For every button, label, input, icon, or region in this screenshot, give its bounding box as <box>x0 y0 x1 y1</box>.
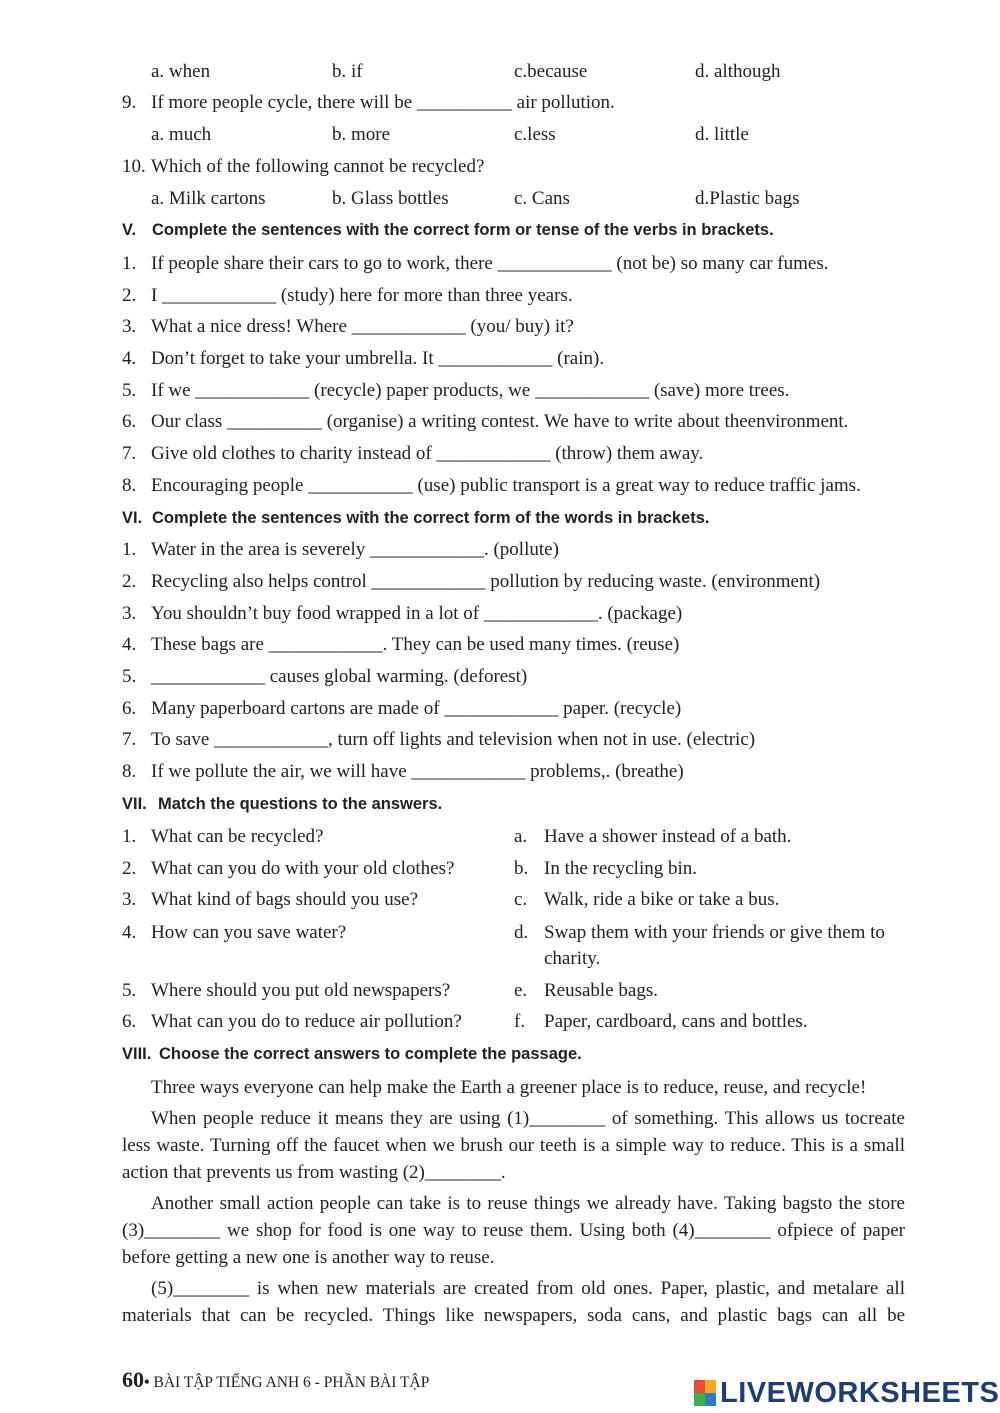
section-title: Complete the sentences with the correct form or tense of the verbs in brackets. <box>152 221 774 239</box>
answer-letter: c. <box>514 889 528 910</box>
option-b: b. more <box>332 124 391 145</box>
answer-text: Paper, cardboard, cans and bottles. <box>544 1011 808 1032</box>
item-text: Give old clothes to charity instead of ____________ (throw) them away. <box>151 443 704 464</box>
item-text: If we ____________ (recycle) paper products, we ____________ (save) more trees. <box>151 380 790 401</box>
passage-paragraph: Another small action people can take is to reuse things we already have. Taking bagsto the store (3)________ we shop for food is one way to reuse them. Using both (4)________ ofpiece of paper before getting a new one is another way to reuse. <box>122 1193 905 1268</box>
answer-letter: a. <box>514 826 528 847</box>
item-number: 6. <box>122 698 137 719</box>
option-a: a. Milk cartons <box>151 188 266 209</box>
option-d: d. although <box>695 61 781 82</box>
answer-letter: b. <box>514 858 529 879</box>
question-number: 9. <box>122 92 137 113</box>
book-title: BÀI TẬP TIẾNG ANH 6 - PHẦN BÀI TẬP <box>149 1374 430 1391</box>
question-text: What kind of bags should you use? <box>151 889 419 910</box>
question-text: What can you do to reduce air pollution? <box>151 1011 462 1032</box>
answer-text: Reusable bags. <box>544 980 658 1001</box>
section-number: V. <box>122 221 137 239</box>
item-number: 7. <box>122 443 137 464</box>
answer-text: In the recycling bin. <box>544 858 698 879</box>
section-number: VIII. <box>122 1045 152 1063</box>
logo-text: LIVEWORKSHEETS <box>720 1377 1000 1409</box>
question-number: 1. <box>122 826 137 847</box>
passage <box>122 1074 905 1329</box>
item-number: 8. <box>122 761 137 782</box>
item-text: If people share their cars to go to work, there ____________ (not be) so many car fumes. <box>151 253 829 274</box>
answer-letter: d. <box>514 922 529 943</box>
liveworksheets-logo <box>694 1376 999 1410</box>
section-number: VI. <box>122 509 143 527</box>
page-number: 60 <box>122 1367 144 1392</box>
option-b: b. Glass bottles <box>332 188 449 209</box>
question-number: 5. <box>122 980 137 1001</box>
item-text: Our class __________ (organise) a writing contest. We have to write about theenvironment. <box>151 411 849 432</box>
question-number: 2. <box>122 858 137 879</box>
item-number: 3. <box>122 316 137 337</box>
option-c: c. Cans <box>514 188 570 209</box>
option-a: a. when <box>151 61 211 82</box>
question-number: 3. <box>122 889 137 910</box>
item-number: 5. <box>122 380 137 401</box>
section-number: VII. <box>122 795 147 813</box>
item-text: Many paperboard cartons are made of ____________ paper. (recycle) <box>151 698 682 719</box>
item-text: I ____________ (study) here for more than three years. <box>151 285 573 306</box>
question-number: 10. <box>122 156 146 177</box>
section-title: Match the questions to the answers. <box>158 795 443 813</box>
question-text: How can you save water? <box>151 922 347 943</box>
answer-text: Walk, ride a bike or take a bus. <box>544 889 780 910</box>
answer-text: Swap them with your friends or give them to <box>544 922 885 943</box>
answer-letter: e. <box>514 980 528 1001</box>
item-number: 4. <box>122 634 137 655</box>
item-number: 8. <box>122 475 137 496</box>
item-number: 1. <box>122 253 137 274</box>
item-text: If we pollute the air, we will have ____________ problems,. (breathe) <box>151 761 684 782</box>
question-number: 4. <box>122 922 137 943</box>
item-text: These bags are ____________. They can be used many times. (reuse) <box>151 634 680 655</box>
section-title: Choose the correct answers to complete the passage. <box>159 1045 582 1063</box>
question-text: Where should you put old newspapers? <box>151 980 451 1001</box>
passage-paragraph: (5)________ is when new materials are created from old ones. Paper, plastic, and metalare all materials that can be recycled. Things like newspapers, soda cans, and plastic bags can all be <box>122 1278 905 1326</box>
answer-letter: f. <box>514 1011 526 1032</box>
item-number: 5. <box>122 666 137 687</box>
item-text: Water in the area is severely ____________. (pollute) <box>151 539 559 560</box>
item-number: 1. <box>122 539 137 560</box>
item-number: 4. <box>122 348 137 369</box>
item-text: Don’t forget to take your umbrella. It ____________ (rain). <box>151 348 605 369</box>
item-number: 3. <box>122 603 137 624</box>
option-d: d. little <box>695 124 749 145</box>
logo-badge-icon <box>694 1380 716 1406</box>
passage-paragraph: Three ways everyone can help make the Earth a greener place is to reduce, reuse, and recycle! <box>151 1077 867 1098</box>
section-title: Complete the sentences with the correct form of the words in brackets. <box>152 509 710 527</box>
footer-bullet: • <box>144 1374 150 1391</box>
question-text: What can be recycled? <box>151 826 324 847</box>
question-number: 6. <box>122 1011 137 1032</box>
option-a: a. much <box>151 124 212 145</box>
item-number: 2. <box>122 571 137 592</box>
item-text: What a nice dress! Where ____________ (you/ buy) it? <box>151 316 574 337</box>
question-text: If more people cycle, there will be __________ air pollution. <box>151 92 615 113</box>
item-number: 7. <box>122 729 137 750</box>
page-footer <box>122 1366 429 1397</box>
answer-text-continued: charity. <box>544 948 601 969</box>
question-text: Which of the following cannot be recycled? <box>151 156 485 177</box>
answer-text: Have a shower instead of a bath. <box>544 826 792 847</box>
item-number: 2. <box>122 285 137 306</box>
item-text: You shouldn’t buy food wrapped in a lot of ____________. (package) <box>151 603 683 624</box>
question-text: What can you do with your old clothes? <box>151 858 455 879</box>
option-b: b. if <box>332 61 363 82</box>
item-text: To save ____________, turn off lights and television when not in use. (electric) <box>151 729 756 750</box>
option-c: c.less <box>514 124 556 145</box>
option-c: c.because <box>514 61 588 82</box>
item-text: Encouraging people ___________ (use) public transport is a great way to reduce traffic jams. <box>151 475 861 496</box>
item-number: 6. <box>122 411 137 432</box>
option-d: d.Plastic bags <box>695 188 800 209</box>
passage-paragraph: When people reduce it means they are using (1)________ of something. This allows us tocreate less waste. Turning off the faucet when we brush our teeth is a simple way to reduce. This is a small action that prevents us from wasting (2)________. <box>122 1108 905 1183</box>
item-text: Recycling also helps control ____________ pollution by reducing waste. (environment) <box>151 571 821 592</box>
item-text: ____________ causes global warming. (deforest) <box>151 666 528 687</box>
